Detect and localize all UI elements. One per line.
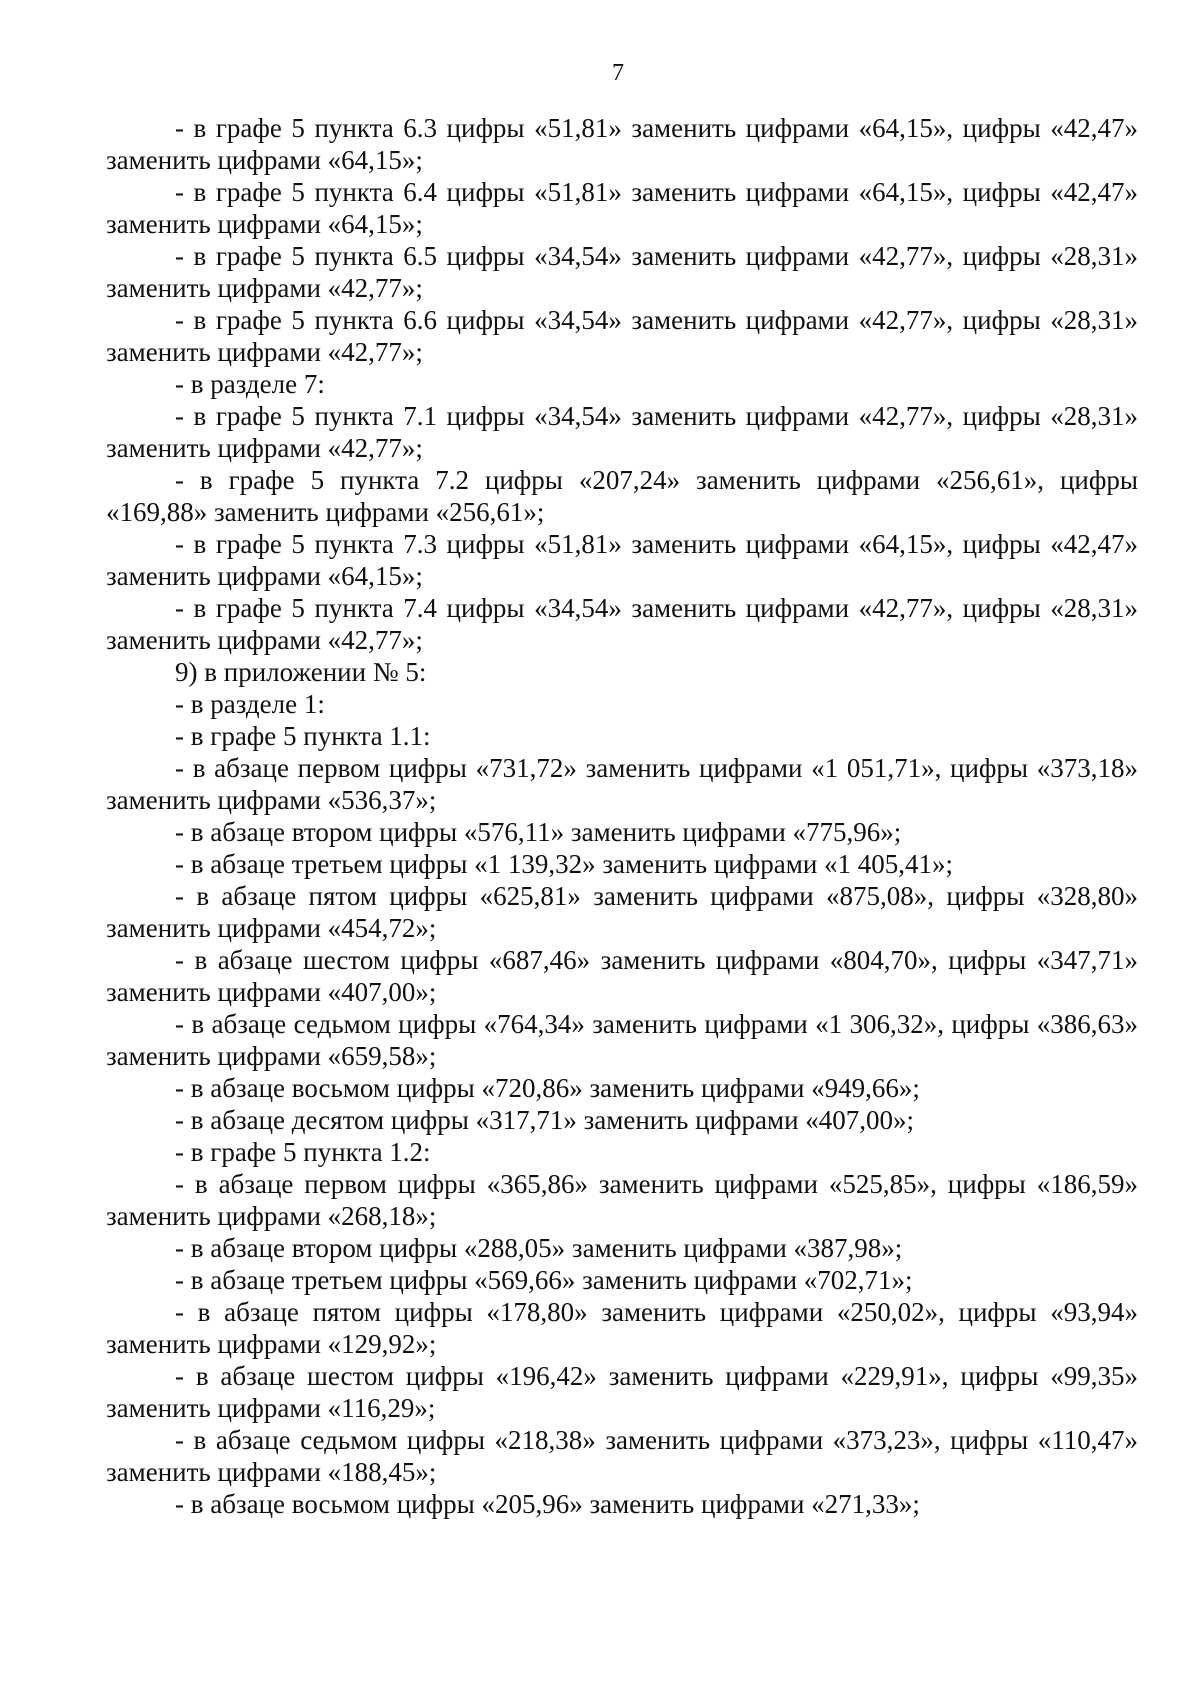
paragraph-item: - в графе 5 пункта 7.1 цифры «34,54» заменить цифрами «42,77», цифры «28,31» заменить цифрами «42,77»;	[106, 401, 1138, 463]
paragraph-item: - в графе 5 пункта 6.4 цифры «51,81» заменить цифрами «64,15», цифры «42,47» заменить цифрами «64,15»;	[106, 177, 1138, 239]
paragraph-item: - в абзаце седьмом цифры «764,34» заменить цифрами «1 306,32», цифры «386,63» заменить цифрами «659,58»;	[106, 1009, 1138, 1071]
subsection-heading: - в графе 5 пункта 1.1:	[175, 721, 431, 751]
paragraph-item: - в абзаце пятом цифры «178,80» заменить цифрами «250,02», цифры «93,94» заменить цифрами «129,92»;	[106, 1297, 1138, 1359]
paragraph-item: - в абзаце втором цифры «288,05» заменить цифрами «387,98»;	[175, 1233, 903, 1263]
paragraph-item: - в абзаце втором цифры «576,11» заменить цифрами «775,96»;	[175, 817, 902, 847]
section-heading: - в разделе 1:	[175, 689, 325, 719]
paragraph-item: - в абзаце восьмом цифры «205,96» заменить цифрами «271,33»;	[175, 1489, 920, 1519]
section-heading: - в разделе 7:	[175, 369, 325, 399]
paragraph-item: - в графе 5 пункта 7.3 цифры «51,81» заменить цифрами «64,15», цифры «42,47» заменить цифрами «64,15»;	[106, 529, 1138, 591]
paragraph-item: - в абзаце пятом цифры «625,81» заменить цифрами «875,08», цифры «328,80» заменить цифрами «454,72»;	[106, 881, 1138, 943]
paragraph-item: - в графе 5 пункта 7.2 цифры «207,24» заменить цифрами «256,61», цифры «169,88» заменить цифрами «256,61»;	[106, 465, 1138, 527]
paragraph-item: - в абзаце шестом цифры «196,42» заменить цифрами «229,91», цифры «99,35» заменить цифрами «116,29»;	[106, 1361, 1138, 1423]
document-body	[106, 112, 1138, 1520]
paragraph-item: - в абзаце третьем цифры «1 139,32» заменить цифрами «1 405,41»;	[175, 849, 954, 879]
appendix-heading: 9) в приложении № 5:	[175, 657, 427, 687]
paragraph-item: - в абзаце шестом цифры «687,46» заменить цифрами «804,70», цифры «347,71» заменить цифрами «407,00»;	[106, 945, 1138, 1007]
subsection-heading: - в графе 5 пункта 1.2:	[175, 1137, 431, 1167]
paragraph-item: - в графе 5 пункта 6.5 цифры «34,54» заменить цифрами «42,77», цифры «28,31» заменить цифрами «42,77»;	[106, 241, 1138, 303]
page-number: 7	[612, 60, 624, 86]
paragraph-item: - в абзаце первом цифры «365,86» заменить цифрами «525,85», цифры «186,59» заменить цифрами «268,18»;	[106, 1169, 1138, 1231]
paragraph-item: - в абзаце десятом цифры «317,71» заменить цифрами «407,00»;	[175, 1105, 915, 1135]
paragraph-item: - в графе 5 пункта 7.4 цифры «34,54» заменить цифрами «42,77», цифры «28,31» заменить цифрами «42,77»;	[106, 593, 1138, 655]
paragraph-item: - в абзаце третьем цифры «569,66» заменить цифрами «702,71»;	[175, 1265, 913, 1295]
paragraph-item: - в графе 5 пункта 6.3 цифры «51,81» заменить цифрами «64,15», цифры «42,47» заменить цифрами «64,15»;	[106, 113, 1138, 175]
paragraph-item: - в абзаце восьмом цифры «720,86» заменить цифрами «949,66»;	[175, 1073, 920, 1103]
paragraph-item: - в абзаце первом цифры «731,72» заменить цифрами «1 051,71», цифры «373,18» заменить цифрами «536,37»;	[106, 753, 1138, 815]
paragraph-item: - в абзаце седьмом цифры «218,38» заменить цифрами «373,23», цифры «110,47» заменить цифрами «188,45»;	[106, 1425, 1138, 1487]
paragraph-item: - в графе 5 пункта 6.6 цифры «34,54» заменить цифрами «42,77», цифры «28,31» заменить цифрами «42,77»;	[106, 305, 1138, 367]
